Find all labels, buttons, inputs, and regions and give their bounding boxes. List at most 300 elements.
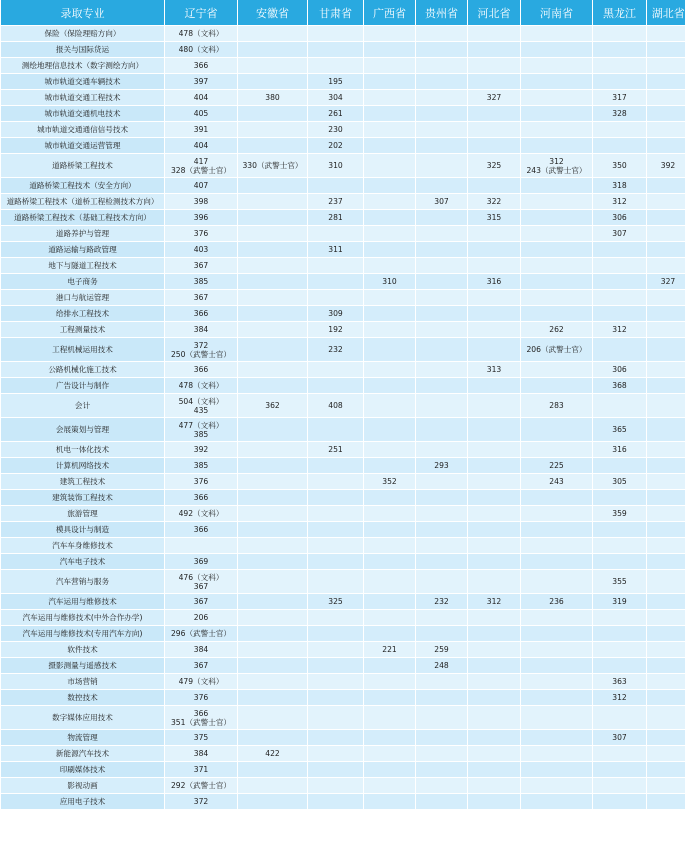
score-cell: 283	[521, 394, 593, 418]
score-cell: 478（文科）	[165, 26, 238, 42]
score-cell	[238, 690, 308, 706]
score-cell	[468, 178, 521, 194]
score-cell: 363	[593, 674, 647, 690]
score-cell: 330（武警士官）	[238, 154, 308, 178]
score-cell	[308, 610, 364, 626]
score-cell	[593, 338, 647, 362]
score-cell	[238, 458, 308, 474]
score-cell	[364, 794, 416, 810]
score-cell	[238, 794, 308, 810]
major-cell: 工程机械运用技术	[1, 338, 165, 362]
score-cell	[416, 610, 468, 626]
score-cell	[521, 706, 593, 730]
score-cell	[521, 154, 593, 178]
score-cell: 237	[308, 194, 364, 210]
major-cell: 汽车车身维修技术	[1, 538, 165, 554]
score-cell	[165, 154, 238, 178]
score-cell	[521, 362, 593, 378]
score-cell	[364, 122, 416, 138]
score-cell: 322	[468, 194, 521, 210]
score-cell	[647, 42, 685, 58]
score-cell	[364, 290, 416, 306]
score-cell	[468, 226, 521, 242]
score-cell	[468, 570, 521, 594]
score-cell: 325	[308, 594, 364, 610]
score-cell	[416, 706, 468, 730]
score-cell	[364, 154, 416, 178]
score-cell	[647, 26, 685, 42]
score-line: 417	[193, 156, 209, 166]
score-cell	[308, 26, 364, 42]
table-row	[1, 306, 685, 322]
score-cell	[416, 442, 468, 458]
score-cell: 232	[308, 338, 364, 362]
score-cell	[416, 506, 468, 522]
table-row	[1, 674, 685, 690]
score-cell	[593, 522, 647, 538]
major-cell: 摄影测量与遥感技术	[1, 658, 165, 674]
score-cell: 396	[165, 210, 238, 226]
score-cell	[468, 522, 521, 538]
score-cell: 372	[165, 794, 238, 810]
score-cell	[593, 138, 647, 154]
score-cell	[521, 642, 593, 658]
score-cell	[308, 746, 364, 762]
table-row	[1, 258, 685, 274]
score-cell	[647, 306, 685, 322]
score-cell	[468, 442, 521, 458]
table-row	[1, 490, 685, 506]
score-cell	[468, 674, 521, 690]
major-cell: 广告设计与制作	[1, 378, 165, 394]
score-cell	[238, 290, 308, 306]
score-cell	[521, 730, 593, 746]
score-cell	[308, 418, 364, 442]
score-cell	[468, 554, 521, 570]
score-cell	[468, 394, 521, 418]
score-cell: 307	[593, 730, 647, 746]
score-cell	[593, 706, 647, 730]
score-cell: 398	[165, 194, 238, 210]
score-cell	[364, 674, 416, 690]
score-cell: 248	[416, 658, 468, 674]
score-cell	[416, 210, 468, 226]
table-row	[1, 418, 685, 442]
score-cell	[308, 522, 364, 538]
score-cell	[647, 474, 685, 490]
major-cell: 软件技术	[1, 642, 165, 658]
score-cell	[308, 506, 364, 522]
score-cell	[364, 762, 416, 778]
table-row	[1, 506, 685, 522]
table-body	[1, 26, 685, 810]
score-cell	[521, 690, 593, 706]
score-cell	[416, 762, 468, 778]
score-cell	[238, 122, 308, 138]
score-cell	[238, 730, 308, 746]
major-cell: 地下与隧道工程技术	[1, 258, 165, 274]
major-cell: 汽车运用与维修技术(专用汽车方向)	[1, 626, 165, 642]
score-cell: 325	[468, 154, 521, 178]
score-cell	[468, 690, 521, 706]
score-cell	[593, 306, 647, 322]
score-cell	[238, 506, 308, 522]
score-cell	[364, 74, 416, 90]
score-cell: 391	[165, 122, 238, 138]
score-cell: 195	[308, 74, 364, 90]
score-cell	[521, 122, 593, 138]
score-cell	[647, 226, 685, 242]
score-cell	[416, 418, 468, 442]
score-cell: 319	[593, 594, 647, 610]
score-cell	[521, 194, 593, 210]
score-cell	[416, 306, 468, 322]
score-cell	[416, 522, 468, 538]
score-line: 351（武警士官）	[170, 717, 232, 727]
major-cell: 机电一体化技术	[1, 442, 165, 458]
score-cell: 404	[165, 138, 238, 154]
score-cell	[468, 74, 521, 90]
score-cell: 369	[165, 554, 238, 570]
score-cell	[165, 570, 238, 594]
score-cell: 261	[308, 106, 364, 122]
score-cell	[364, 338, 416, 362]
major-cell: 模具设计与制造	[1, 522, 165, 538]
score-cell	[468, 458, 521, 474]
score-cell	[468, 338, 521, 362]
table-row	[1, 290, 685, 306]
score-cell	[364, 178, 416, 194]
score-cell	[521, 506, 593, 522]
score-cell	[468, 474, 521, 490]
table-row	[1, 442, 685, 458]
table-row	[1, 626, 685, 642]
score-cell: 221	[364, 642, 416, 658]
score-cell	[468, 258, 521, 274]
score-cell	[593, 778, 647, 794]
score-cell	[647, 458, 685, 474]
score-cell	[308, 474, 364, 490]
table-row	[1, 570, 685, 594]
table-row	[1, 138, 685, 154]
score-cell: 376	[165, 690, 238, 706]
score-cell	[416, 474, 468, 490]
score-cell	[593, 490, 647, 506]
score-cell	[521, 210, 593, 226]
score-cell	[593, 42, 647, 58]
score-cell: 312	[593, 690, 647, 706]
score-cell	[416, 274, 468, 290]
score-cell	[308, 458, 364, 474]
score-cell: 292（武警士官）	[165, 778, 238, 794]
score-cell	[647, 674, 685, 690]
score-cell	[468, 106, 521, 122]
header-province: 黑龙江	[593, 0, 647, 26]
major-cell: 保险（保险理赔方向）	[1, 26, 165, 42]
score-cell	[364, 138, 416, 154]
score-cell	[593, 794, 647, 810]
table-row	[1, 594, 685, 610]
score-cell: 403	[165, 242, 238, 258]
score-cell	[521, 242, 593, 258]
score-cell	[468, 322, 521, 338]
score-cell: 367	[165, 594, 238, 610]
score-cell	[416, 26, 468, 42]
score-cell: 281	[308, 210, 364, 226]
score-cell	[593, 642, 647, 658]
score-cell	[468, 762, 521, 778]
score-cell	[416, 106, 468, 122]
score-cell	[364, 690, 416, 706]
score-cell	[364, 506, 416, 522]
score-cell	[468, 610, 521, 626]
score-cell	[238, 570, 308, 594]
score-cell	[647, 610, 685, 626]
score-cell	[308, 778, 364, 794]
score-cell	[593, 554, 647, 570]
score-line: 367	[193, 581, 209, 591]
score-cell: 306	[593, 210, 647, 226]
score-line: 312	[549, 156, 564, 166]
score-cell: 315	[468, 210, 521, 226]
score-line: 243（武警士官）	[526, 165, 587, 175]
score-cell	[647, 418, 685, 442]
table-row	[1, 762, 685, 778]
score-cell	[364, 538, 416, 554]
score-cell	[647, 210, 685, 226]
score-cell	[416, 362, 468, 378]
score-cell	[521, 762, 593, 778]
score-cell	[238, 538, 308, 554]
score-cell	[238, 106, 308, 122]
table-row	[1, 154, 685, 178]
score-cell	[416, 690, 468, 706]
score-cell	[364, 378, 416, 394]
score-cell: 310	[308, 154, 364, 178]
score-cell: 367	[165, 290, 238, 306]
header-province: 安徽省	[238, 0, 308, 26]
table-row	[1, 122, 685, 138]
major-cell: 公路机械化施工技术	[1, 362, 165, 378]
major-cell: 印刷媒体技术	[1, 762, 165, 778]
major-cell: 工程测量技术	[1, 322, 165, 338]
score-cell: 359	[593, 506, 647, 522]
table-row	[1, 610, 685, 626]
major-cell: 计算机网络技术	[1, 458, 165, 474]
score-cell: 392	[647, 154, 685, 178]
score-cell	[593, 242, 647, 258]
score-cell	[416, 490, 468, 506]
score-cell: 397	[165, 74, 238, 90]
major-cell: 旅游管理	[1, 506, 165, 522]
score-cell: 384	[165, 746, 238, 762]
score-cell	[416, 538, 468, 554]
header-province: 贵州省	[416, 0, 468, 26]
score-cell	[416, 242, 468, 258]
score-cell: 313	[468, 362, 521, 378]
score-cell	[647, 794, 685, 810]
score-cell	[647, 74, 685, 90]
score-cell: 243	[521, 474, 593, 490]
major-cell: 道路桥梁工程技术（道桥工程检测技术方向）	[1, 194, 165, 210]
score-cell	[416, 290, 468, 306]
score-cell	[308, 490, 364, 506]
score-cell	[364, 90, 416, 106]
score-cell	[308, 658, 364, 674]
score-cell: 376	[165, 474, 238, 490]
score-cell	[238, 442, 308, 458]
table-row	[1, 522, 685, 538]
score-cell: 206（武警士官）	[521, 338, 593, 362]
major-cell: 报关与国际货运	[1, 42, 165, 58]
score-cell	[416, 778, 468, 794]
score-cell	[647, 442, 685, 458]
score-cell	[364, 746, 416, 762]
score-cell: 404	[165, 90, 238, 106]
score-cell	[364, 242, 416, 258]
major-cell: 城市轨道交通机电技术	[1, 106, 165, 122]
score-cell: 328	[593, 106, 647, 122]
score-cell	[308, 258, 364, 274]
score-cell	[647, 506, 685, 522]
score-cell	[238, 362, 308, 378]
score-cell	[593, 746, 647, 762]
score-cell: 376	[165, 226, 238, 242]
score-cell	[364, 458, 416, 474]
score-cell	[593, 74, 647, 90]
score-cell: 366	[165, 58, 238, 74]
score-cell	[364, 210, 416, 226]
major-cell: 道路桥梁工程技术（安全方向）	[1, 178, 165, 194]
score-cell: 309	[308, 306, 364, 322]
table-row	[1, 194, 685, 210]
score-cell	[416, 226, 468, 242]
score-cell	[416, 746, 468, 762]
table-row	[1, 458, 685, 474]
score-cell	[364, 194, 416, 210]
score-cell: 408	[308, 394, 364, 418]
score-cell	[521, 570, 593, 594]
score-cell	[416, 674, 468, 690]
score-cell	[238, 554, 308, 570]
score-cell	[521, 258, 593, 274]
score-cell	[647, 538, 685, 554]
score-cell	[238, 194, 308, 210]
score-cell: 384	[165, 322, 238, 338]
score-cell	[521, 74, 593, 90]
score-cell	[647, 122, 685, 138]
score-cell	[416, 74, 468, 90]
score-line: 250（武警士官）	[170, 349, 232, 359]
score-cell	[308, 274, 364, 290]
score-cell: 317	[593, 90, 647, 106]
major-cell: 道路养护与管理	[1, 226, 165, 242]
score-cell: 392	[165, 442, 238, 458]
score-cell	[165, 394, 238, 418]
score-cell: 478（文科）	[165, 378, 238, 394]
score-cell	[364, 58, 416, 74]
header-province: 河南省	[521, 0, 593, 26]
score-cell: 307	[593, 226, 647, 242]
table-row	[1, 378, 685, 394]
score-cell	[364, 258, 416, 274]
table-row	[1, 730, 685, 746]
score-cell	[364, 490, 416, 506]
score-cell: 385	[165, 274, 238, 290]
score-cell	[647, 242, 685, 258]
score-cell	[238, 138, 308, 154]
score-cell	[308, 178, 364, 194]
table-row	[1, 706, 685, 730]
score-cell	[238, 226, 308, 242]
major-cell: 数控技术	[1, 690, 165, 706]
score-cell	[593, 274, 647, 290]
header-province: 甘肃省	[308, 0, 364, 26]
score-cell: 251	[308, 442, 364, 458]
score-cell	[468, 242, 521, 258]
score-cell	[238, 378, 308, 394]
score-cell: 310	[364, 274, 416, 290]
score-cell	[364, 554, 416, 570]
score-cell	[468, 138, 521, 154]
score-cell: 366	[165, 522, 238, 538]
score-cell	[238, 178, 308, 194]
score-cell	[647, 490, 685, 506]
score-cell	[364, 658, 416, 674]
score-cell	[521, 674, 593, 690]
score-cell	[308, 42, 364, 58]
score-cell	[238, 610, 308, 626]
table-row	[1, 90, 685, 106]
score-cell	[238, 522, 308, 538]
score-cell	[521, 746, 593, 762]
score-cell: 327	[647, 274, 685, 290]
score-cell: 304	[308, 90, 364, 106]
score-cell	[416, 322, 468, 338]
score-cell	[521, 106, 593, 122]
score-cell	[521, 274, 593, 290]
major-cell: 城市轨道交通通信信号技术	[1, 122, 165, 138]
header-province: 广西省	[364, 0, 416, 26]
score-cell	[647, 138, 685, 154]
score-cell	[238, 418, 308, 442]
score-cell	[238, 626, 308, 642]
score-cell	[364, 106, 416, 122]
score-cell	[238, 474, 308, 490]
table-row	[1, 210, 685, 226]
score-cell	[647, 258, 685, 274]
score-cell	[364, 522, 416, 538]
score-cell	[647, 746, 685, 762]
score-cell: 296（武警士官）	[165, 626, 238, 642]
score-cell	[521, 522, 593, 538]
table-row	[1, 106, 685, 122]
score-cell	[521, 626, 593, 642]
table-row	[1, 690, 685, 706]
score-cell: 422	[238, 746, 308, 762]
score-cell: 352	[364, 474, 416, 490]
major-cell: 城市轨道交通工程技术	[1, 90, 165, 106]
score-cell	[647, 730, 685, 746]
score-cell	[238, 74, 308, 90]
score-line: 435	[193, 405, 209, 415]
score-cell	[364, 26, 416, 42]
score-cell	[416, 554, 468, 570]
score-cell	[364, 442, 416, 458]
score-cell	[521, 306, 593, 322]
score-line: 477（文科）	[178, 420, 224, 430]
table-row	[1, 642, 685, 658]
